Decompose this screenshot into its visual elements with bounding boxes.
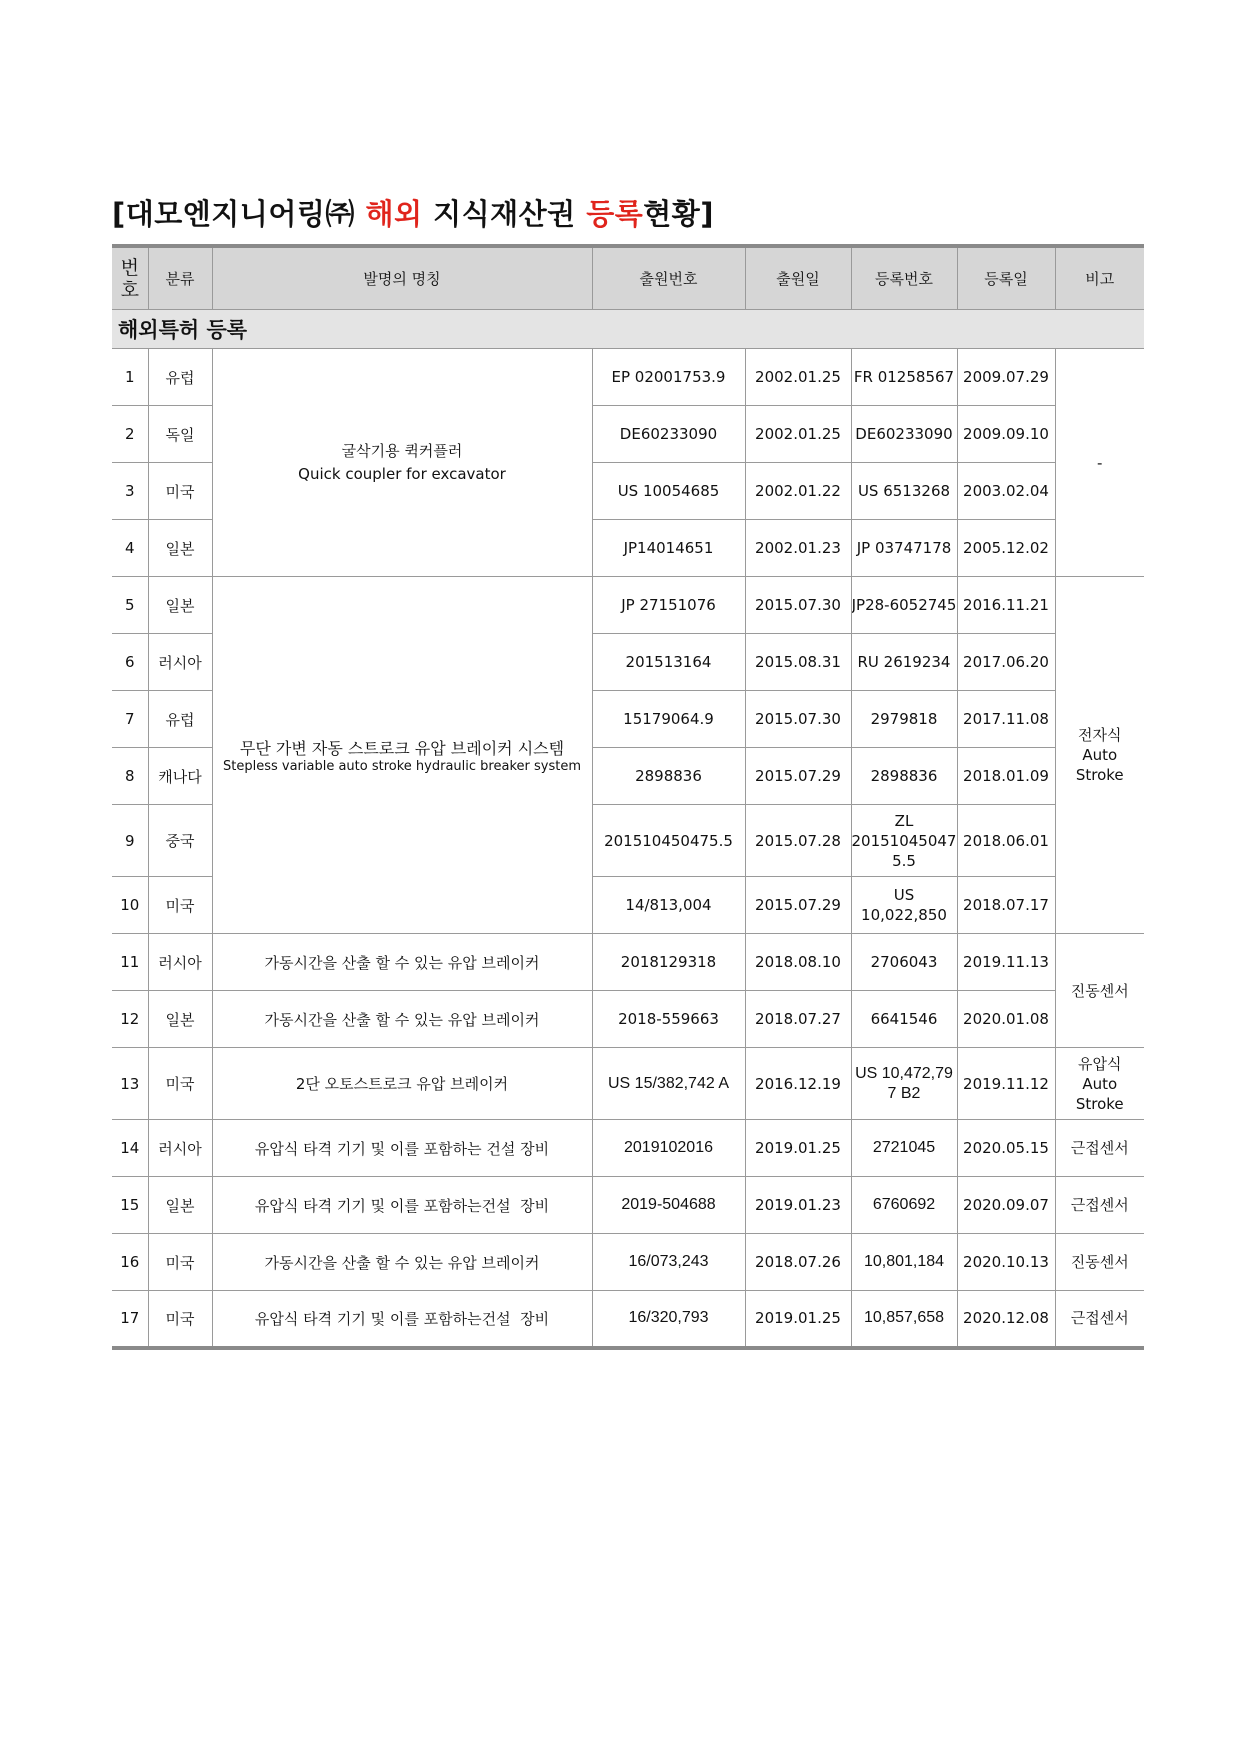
header-name: 발명의 명칭 bbox=[212, 246, 592, 310]
table-row bbox=[112, 1177, 1144, 1234]
row-reg-no: US 6513268 bbox=[851, 463, 957, 520]
row-category: 독일 bbox=[148, 406, 212, 463]
row-no: 8 bbox=[112, 748, 148, 805]
row-name: 유압식 타격 기기 및 이를 포함하는 건설 장비 bbox=[212, 1120, 592, 1177]
title-part-5: 현황] bbox=[643, 197, 715, 231]
row-reg-date: 2019.11.12 bbox=[957, 1048, 1055, 1120]
row-category: 미국 bbox=[148, 1234, 212, 1291]
row-category: 러시아 bbox=[148, 1120, 212, 1177]
header-remark: 비고 bbox=[1055, 246, 1144, 310]
row-reg-date: 2020.09.07 bbox=[957, 1177, 1055, 1234]
row-reg-no: US 10,472,79 7 B2 bbox=[851, 1048, 957, 1120]
header-category: 분류 bbox=[148, 246, 212, 310]
row-no: 10 bbox=[112, 877, 148, 934]
row-app-no: 2019102016 bbox=[592, 1120, 745, 1177]
title-part-3: 지식재산권 bbox=[422, 197, 587, 231]
row-app-no: JP14014651 bbox=[592, 520, 745, 577]
section-row bbox=[112, 310, 1144, 349]
row-no: 11 bbox=[112, 934, 148, 991]
group1-name bbox=[212, 349, 592, 577]
row-reg-no: JP 03747178 bbox=[851, 520, 957, 577]
row-reg-no: 6760692 bbox=[851, 1177, 957, 1234]
row-remark: 유압식 Auto Stroke bbox=[1055, 1048, 1144, 1120]
group3-remark: 진동센서 bbox=[1055, 934, 1144, 1048]
title-part-1: [대모엔지니어링㈜ bbox=[112, 197, 366, 231]
row-no: 12 bbox=[112, 991, 148, 1048]
title-highlight-overseas: 해외 bbox=[365, 197, 423, 231]
row-no: 15 bbox=[112, 1177, 148, 1234]
row-reg-no: 6641546 bbox=[851, 991, 957, 1048]
title-highlight-registration: 등록 bbox=[586, 197, 644, 231]
group2-remark: 전자식 Auto Stroke bbox=[1055, 577, 1144, 934]
row-remark: 진동센서 bbox=[1055, 1234, 1144, 1291]
row-reg-date: 2018.01.09 bbox=[957, 748, 1055, 805]
row-name: 가동시간을 산출 할 수 있는 유압 브레이커 bbox=[212, 934, 592, 991]
row-reg-no: US 10,022,850 bbox=[851, 877, 957, 934]
row-category: 미국 bbox=[148, 1048, 212, 1120]
row-remark: 근접센서 bbox=[1055, 1120, 1144, 1177]
row-category: 일본 bbox=[148, 520, 212, 577]
row-app-date: 2019.01.25 bbox=[745, 1120, 851, 1177]
row-app-no: 2018129318 bbox=[592, 934, 745, 991]
row-app-date: 2015.07.29 bbox=[745, 877, 851, 934]
row-no: 2 bbox=[112, 406, 148, 463]
row-reg-date: 2009.09.10 bbox=[957, 406, 1055, 463]
row-app-no: US 10054685 bbox=[592, 463, 745, 520]
row-no: 17 bbox=[112, 1291, 148, 1348]
row-reg-no: FR 01258567 bbox=[851, 349, 957, 406]
row-category: 미국 bbox=[148, 1291, 212, 1348]
row-name: 유압식 타격 기기 및 이를 포함하는건설 장비 bbox=[212, 1291, 592, 1348]
row-app-date: 2015.07.29 bbox=[745, 748, 851, 805]
row-name: 2단 오토스트로크 유압 브레이커 bbox=[212, 1048, 592, 1120]
row-reg-date: 2019.11.13 bbox=[957, 934, 1055, 991]
row-app-date: 2002.01.23 bbox=[745, 520, 851, 577]
row-reg-date: 2005.12.02 bbox=[957, 520, 1055, 577]
table-row bbox=[112, 349, 1144, 406]
row-reg-date: 2018.06.01 bbox=[957, 805, 1055, 877]
row-app-no: 2018-559663 bbox=[592, 991, 745, 1048]
patent-table bbox=[112, 244, 1144, 1350]
row-reg-date: 2016.11.21 bbox=[957, 577, 1055, 634]
row-app-no: 16/073,243 bbox=[592, 1234, 745, 1291]
row-app-no: US 15/382,742 A bbox=[592, 1048, 745, 1120]
row-reg-date: 2009.07.29 bbox=[957, 349, 1055, 406]
table-row bbox=[112, 1120, 1144, 1177]
row-reg-date: 2018.07.17 bbox=[957, 877, 1055, 934]
row-app-no: 15179064.9 bbox=[592, 691, 745, 748]
row-no: 9 bbox=[112, 805, 148, 877]
row-app-date: 2019.01.23 bbox=[745, 1177, 851, 1234]
row-app-date: 2002.01.22 bbox=[745, 463, 851, 520]
header-app-date: 출원일 bbox=[745, 246, 851, 310]
row-reg-no: 10,857,658 bbox=[851, 1291, 957, 1348]
row-app-no: 201510450475.5 bbox=[592, 805, 745, 877]
row-app-date: 2018.07.26 bbox=[745, 1234, 851, 1291]
row-name: 가동시간을 산출 할 수 있는 유압 브레이커 bbox=[212, 991, 592, 1048]
row-app-no: 201513164 bbox=[592, 634, 745, 691]
row-no: 7 bbox=[112, 691, 148, 748]
row-app-date: 2016.12.19 bbox=[745, 1048, 851, 1120]
row-category: 캐나다 bbox=[148, 748, 212, 805]
row-reg-date: 2020.10.13 bbox=[957, 1234, 1055, 1291]
row-no: 4 bbox=[112, 520, 148, 577]
row-no: 13 bbox=[112, 1048, 148, 1120]
header-reg-no: 등록번호 bbox=[851, 246, 957, 310]
row-category: 러시아 bbox=[148, 934, 212, 991]
header-no: 번호 bbox=[112, 246, 148, 310]
row-no: 14 bbox=[112, 1120, 148, 1177]
row-reg-no: ZL 20151045047 5.5 bbox=[851, 805, 957, 877]
row-no: 5 bbox=[112, 577, 148, 634]
row-no: 6 bbox=[112, 634, 148, 691]
header-app-no: 출원번호 bbox=[592, 246, 745, 310]
row-app-date: 2015.07.28 bbox=[745, 805, 851, 877]
table-row bbox=[112, 577, 1144, 634]
table-row bbox=[112, 1291, 1144, 1348]
header-reg-date: 등록일 bbox=[957, 246, 1055, 310]
row-app-no: 16/320,793 bbox=[592, 1291, 745, 1348]
row-app-no: 2898836 bbox=[592, 748, 745, 805]
row-category: 러시아 bbox=[148, 634, 212, 691]
group1-name-ko: 굴삭기용 퀵커플러 bbox=[341, 441, 463, 460]
row-category: 미국 bbox=[148, 877, 212, 934]
row-app-no: 14/813,004 bbox=[592, 877, 745, 934]
row-reg-no: 2898836 bbox=[851, 748, 957, 805]
row-reg-date: 2017.11.08 bbox=[957, 691, 1055, 748]
row-category: 일본 bbox=[148, 991, 212, 1048]
row-reg-no: 2721045 bbox=[851, 1120, 957, 1177]
row-app-date: 2019.01.25 bbox=[745, 1291, 851, 1348]
row-no: 3 bbox=[112, 463, 148, 520]
row-app-date: 2018.07.27 bbox=[745, 991, 851, 1048]
row-category: 유럽 bbox=[148, 691, 212, 748]
section-title: 해외특허 등록 bbox=[112, 310, 1144, 349]
row-app-date: 2015.07.30 bbox=[745, 691, 851, 748]
header-row bbox=[112, 246, 1144, 310]
row-name: 유압식 타격 기기 및 이를 포함하는건설 장비 bbox=[212, 1177, 592, 1234]
table-row bbox=[112, 1048, 1144, 1120]
row-no: 1 bbox=[112, 349, 148, 406]
row-app-no: DE60233090 bbox=[592, 406, 745, 463]
row-reg-no: RU 2619234 bbox=[851, 634, 957, 691]
row-reg-date: 2003.02.04 bbox=[957, 463, 1055, 520]
row-reg-no: 10,801,184 bbox=[851, 1234, 957, 1291]
row-category: 미국 bbox=[148, 463, 212, 520]
row-app-no: JP 27151076 bbox=[592, 577, 745, 634]
row-app-date: 2015.07.30 bbox=[745, 577, 851, 634]
row-reg-date: 2020.01.08 bbox=[957, 991, 1055, 1048]
row-reg-date: 2017.06.20 bbox=[957, 634, 1055, 691]
row-reg-date: 2020.05.15 bbox=[957, 1120, 1055, 1177]
table-row bbox=[112, 934, 1144, 991]
row-reg-no: DE60233090 bbox=[851, 406, 957, 463]
group1-remark: - bbox=[1055, 349, 1144, 577]
row-category: 일본 bbox=[148, 577, 212, 634]
group1-name-en: Quick coupler for excavator bbox=[298, 464, 506, 483]
row-category: 중국 bbox=[148, 805, 212, 877]
group2-name-en: Stepless variable auto stroke hydraulic breaker system bbox=[223, 759, 581, 774]
row-name: 가동시간을 산출 할 수 있는 유압 브레이커 bbox=[212, 1234, 592, 1291]
row-reg-no: 2979818 bbox=[851, 691, 957, 748]
row-reg-no: 2706043 bbox=[851, 934, 957, 991]
row-app-date: 2002.01.25 bbox=[745, 406, 851, 463]
row-remark: 근접센서 bbox=[1055, 1177, 1144, 1234]
page-title bbox=[112, 192, 714, 233]
row-category: 일본 bbox=[148, 1177, 212, 1234]
row-app-no: 2019-504688 bbox=[592, 1177, 745, 1234]
row-app-date: 2015.08.31 bbox=[745, 634, 851, 691]
row-app-date: 2002.01.25 bbox=[745, 349, 851, 406]
row-remark: 근접센서 bbox=[1055, 1291, 1144, 1348]
group2-name bbox=[212, 577, 592, 934]
row-category: 유럽 bbox=[148, 349, 212, 406]
table-row bbox=[112, 991, 1144, 1048]
row-no: 16 bbox=[112, 1234, 148, 1291]
row-app-date: 2018.08.10 bbox=[745, 934, 851, 991]
table-row bbox=[112, 1234, 1144, 1291]
row-reg-date: 2020.12.08 bbox=[957, 1291, 1055, 1348]
row-reg-no: JP28-6052745 bbox=[851, 577, 957, 634]
group2-name-ko: 무단 가변 자동 스트로크 유압 브레이커 시스템 bbox=[239, 739, 565, 758]
row-app-no: EP 02001753.9 bbox=[592, 349, 745, 406]
